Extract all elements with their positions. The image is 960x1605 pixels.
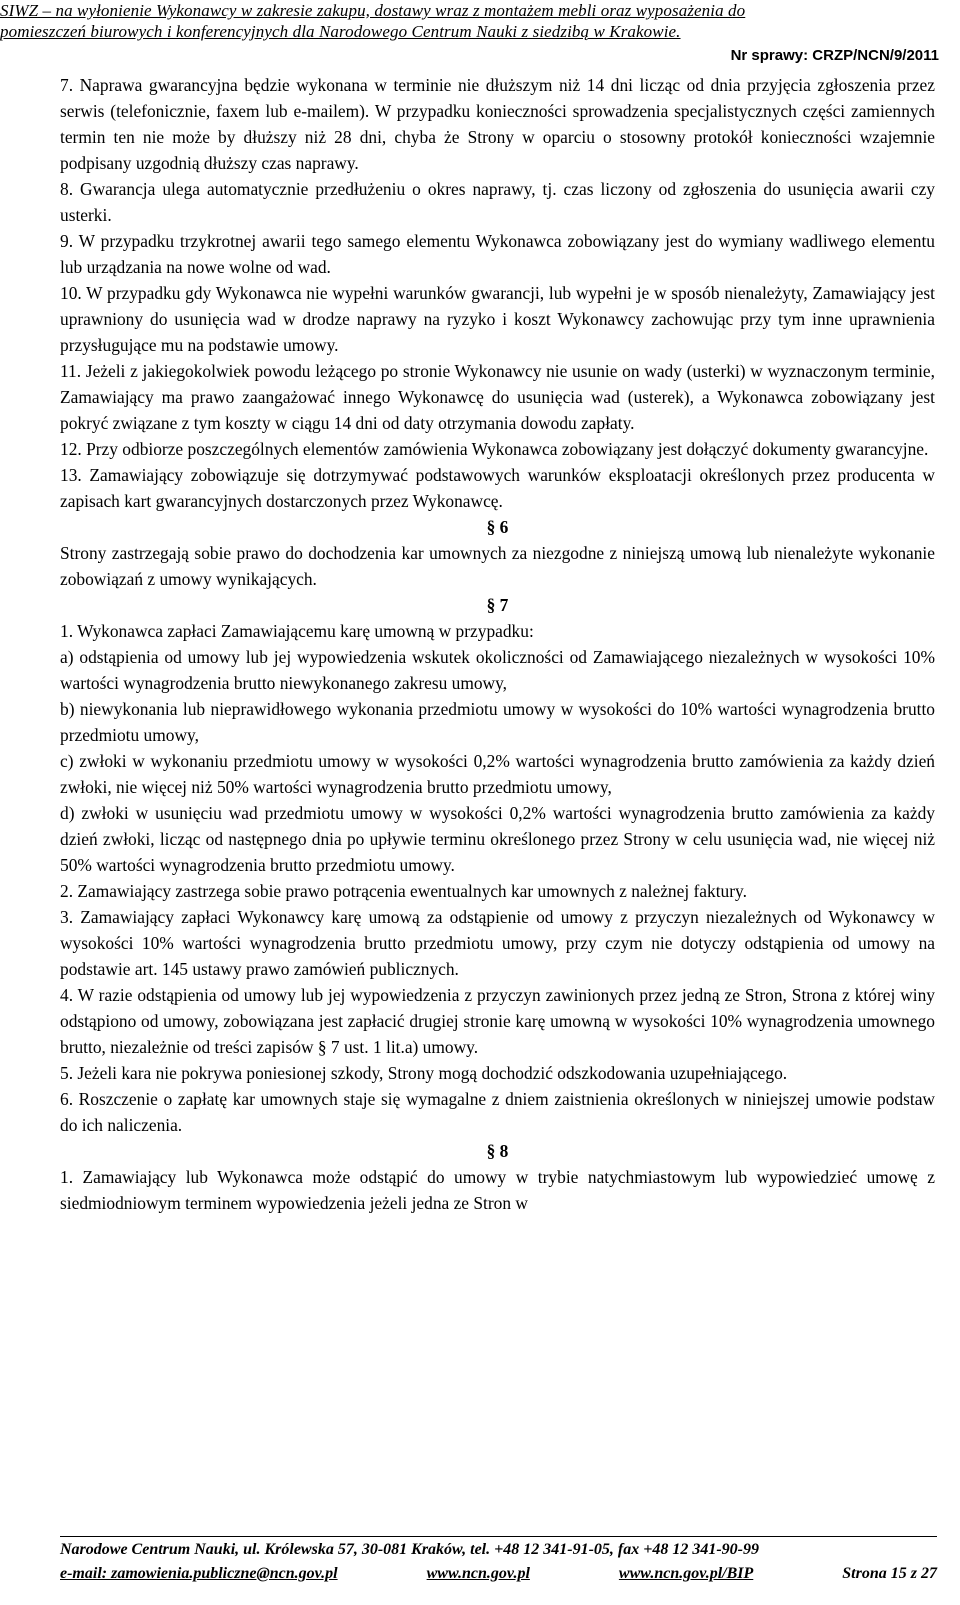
footer-contacts	[60, 1565, 937, 1583]
section-7-point-3: 3. Zamawiający zapłaci Wykonawcy karę umową za odstąpienie od umowy z przyczyn niezależnych od Wykonawcy w wysokości 10% wartości wynagrodzenia brutto przedmiotu umowy, przy czym nie dotyczy odstąpienia od umowy na podstawie art. 145 ustawy prawo zamówień publicznych.	[60, 907, 935, 979]
section-7-point-1: 1. Wykonawca zapłaci Zamawiającemu karę umowną w przypadku:	[60, 621, 534, 641]
section-7-point-6: 6. Roszczenie o zapłatę kar umownych staje się wymagalne z dniem zaistnienia określonych w niniejszej umowie podstaw do ich naliczenia.	[60, 1089, 935, 1135]
section-8-point-1: 1. Zamawiający lub Wykonawca może odstąpić do umowy w trybie natychmiastowym lub wypowiedzieć umowę z siedmiodniowym terminem wypowiedzenia jeżeli jedna ze Stron w	[60, 1167, 935, 1213]
section-7-heading: § 7	[486, 595, 509, 615]
paragraph-7: 7. Naprawa gwarancyjna będzie wykonana w terminie nie dłuższym niż 14 dni licząc od dnia przyjęcia zgłoszenia przez serwis (telefonicznie, faxem lub e-mailem). W przypadku konieczności sprowadzenia specjalistycznych części zamiennych termin ten nie może by dłuższy niż 28 dni, chyba że Strony w oparciu o stosowny protokół konieczności wzajemnie podpisany uzgodnią dłuższy czas naprawy.	[60, 75, 935, 173]
footer-bip-link[interactable]: www.ncn.gov.pl/BIP	[618, 1565, 754, 1582]
footer-email-link[interactable]: e-mail: zamowienia.publiczne@ncn.gov.pl	[60, 1565, 338, 1582]
section-7-point-5: 5. Jeżeli kara nie pokrywa poniesionej szkody, Strony mogą dochodzić odszkodowania uzupełniającego.	[60, 1063, 788, 1083]
footer-address: Narodowe Centrum Nauki, ul. Królewska 57, 30-081 Kraków, tel. +48 12 341-91-05, fax +48 12 341-90-99	[60, 1541, 759, 1558]
section-7-point-2: 2. Zamawiający zastrzega sobie prawo potrącenia ewentualnych kar umownych z należnej faktury.	[60, 881, 747, 901]
section-7-point-1c: c) zwłoki w wykonaniu przedmiotu umowy w wysokości 0,2% wartości wynagrodzenia brutto zamówienia za każdy dzień zwłoki, nie więcej niż 50% wartości wynagrodzenia brutto przedmiotu umowy,	[60, 751, 935, 797]
page-number: Strona 15 z 27	[842, 1565, 937, 1582]
paragraph-9: 9. W przypadku trzykrotnej awarii tego samego elementu Wykonawca zobowiązany jest do wymiany wadliwego elementu lub urządzania na nowe wolne od wad.	[60, 231, 935, 277]
section-7-point-4: 4. W razie odstąpienia od umowy lub jej wypowiedzenia z przyczyn zawinionych przez jedną ze Stron, Strona z której winy odstąpiono od umowy, zobowiązana jest zapłacić drugiej stronie karę umowną w wysokości 10% wynagrodzenia umownego brutto, niezależnie od treści zapisów § 7 ust. 1 lit.a) umowy.	[60, 985, 935, 1057]
footer-divider	[60, 1536, 937, 1537]
section-7-point-1a: a) odstąpienia od umowy lub jej wypowiedzenia wskutek okoliczności od Zamawiającego niezależnych w wysokości 10% wartości wynagrodzenia brutto niewykonanego zakresu umowy,	[60, 647, 935, 693]
header-title-line-1: SIWZ – na wyłonienie Wykonawcy w zakresie zakupu, dostawy wraz z montażem mebli oraz wyposażenia do	[0, 1, 746, 20]
paragraph-8: 8. Gwarancja ulega automatycznie przedłużeniu o okres naprawy, tj. czas liczony od zgłoszenia do usunięcia awarii czy usterki.	[60, 179, 935, 225]
section-7-point-1d: d) zwłoki w usunięciu wad przedmiotu umowy w wysokości 0,2% wartości wynagrodzenia brutto zamówienia za każdy dzień zwłoki, licząc od następnego dnia po upływie terminu określonego przez Strony w celu usunięcia wad, nie więcej niż 50% wartości wynagrodzenia brutto przedmiotu umowy.	[60, 803, 935, 875]
document-body	[60, 72, 935, 1216]
section-6-text: Strony zastrzegają sobie prawo do dochodzenia kar umownych za niezgodne z niniejszą umową lub nienależyte wykonanie zobowiązań z umowy wynikających.	[60, 543, 935, 589]
footer-website-link[interactable]: www.ncn.gov.pl	[426, 1565, 530, 1582]
section-7-point-1b: b) niewykonania lub nieprawidłowego wykonania przedmiotu umowy w wysokości do 10% wartości wynagrodzenia brutto przedmiotu umowy,	[60, 699, 935, 745]
case-number: Nr sprawy: CRZP/NCN/9/2011	[730, 47, 939, 64]
paragraph-10: 10. W przypadku gdy Wykonawca nie wypełni warunków gwarancji, lub wypełni je w sposób nienależyty, Zamawiający jest uprawniony do usunięcia wad w drodze naprawy na ryzyko i koszt Wykonawcy zachowując przy tym inne uprawnienia przysługujące mu na podstawie umowy.	[60, 283, 935, 355]
paragraph-13: 13. Zamawiający zobowiązuje się dotrzymywać podstawowych warunków eksploatacji określonych przez producenta w zapisach kart gwarancyjnych dostarczonych przez Wykonawcę.	[60, 465, 935, 511]
paragraph-12: 12. Przy odbiorze poszczególnych elementów zamówienia Wykonawca zobowiązany jest dołączyć dokumenty gwarancyjne.	[60, 439, 929, 459]
header-title-line-2: pomieszczeń biurowych i konferencyjnych dla Narodowego Centrum Nauki z siedzibą w Krakowie.	[0, 22, 681, 41]
paragraph-11: 11. Jeżeli z jakiegokolwiek powodu leżącego po stronie Wykonawcy nie usunie on wady (usterki) w wyznaczonym terminie, Zamawiający ma prawo zaangażować innego Wykonawcę do usunięcia wad (usterek), a Wykonawca zobowiązany jest pokryć związane z tym koszty w ciągu 14 dni od daty otrzymania dowodu zapłaty.	[60, 361, 935, 433]
section-8-heading: § 8	[486, 1141, 509, 1161]
section-6-heading: § 6	[486, 517, 509, 537]
